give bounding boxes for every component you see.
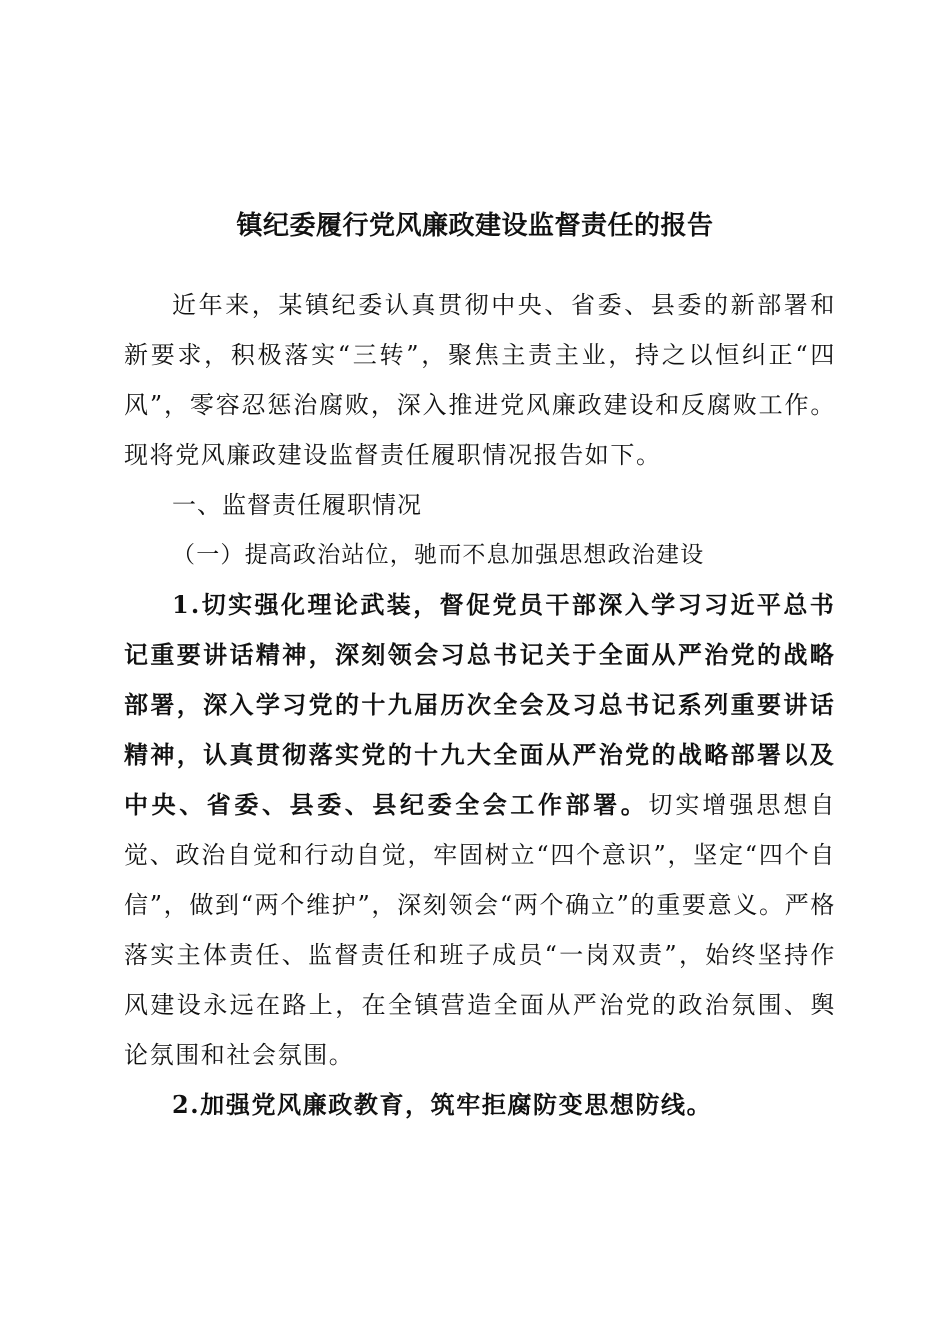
subsection-heading-1: （一）提高政治站位，驰而不息加强思想政治建设 <box>172 542 705 568</box>
intro-paragraph: 近年来，某镇纪委认真贯彻中央、省委、县委的新部署和新要求，积极落实“三转”，聚焦主责主业，持之以恒纠正“四风”，零容忍惩治腐败，深入推进党风廉政建设和反腐败工作。现将党风廉政建设监督责任履职情况报告如下。 <box>124 291 836 469</box>
item-1-body: 切实增强思想自觉、政治自觉和行动自觉，牢固树立“四个意识”，坚定“四个自信”，做到“两个维护”，深刻领会“两个确立”的重要意义。严格落实主体责任、监督责任和班子成员“一岗双责”，始终坚持作风建设永远在路上，在全镇营造全面从严治党的政治氛围、舆论氛围和社会氛围。 <box>124 791 836 1069</box>
document-title: 镇纪委履行党风廉政建设监督责任的报告 <box>236 211 714 241</box>
item-1-bold-lead: 1.切实强化理论武装，督促党员干部深入学习习近平总书记重要讲话精神，深刻领会习总书记关于全面从严治党的战略部署，深入学习党的十九届历次全会及习总书记系列重要讲话精神，认真贯彻落实党的十九大全面从严治党的战略部署以及中央、省委、县委、县纪委全会工作部署。 <box>124 590 836 819</box>
document-body <box>124 280 836 1130</box>
item-2-paragraph: 2.加强党风廉政教育，筑牢拒腐防变思想防线。 <box>172 1090 713 1119</box>
item-1-paragraph <box>124 580 836 1080</box>
section-heading-1: 一、监督责任履职情况 <box>172 491 422 519</box>
